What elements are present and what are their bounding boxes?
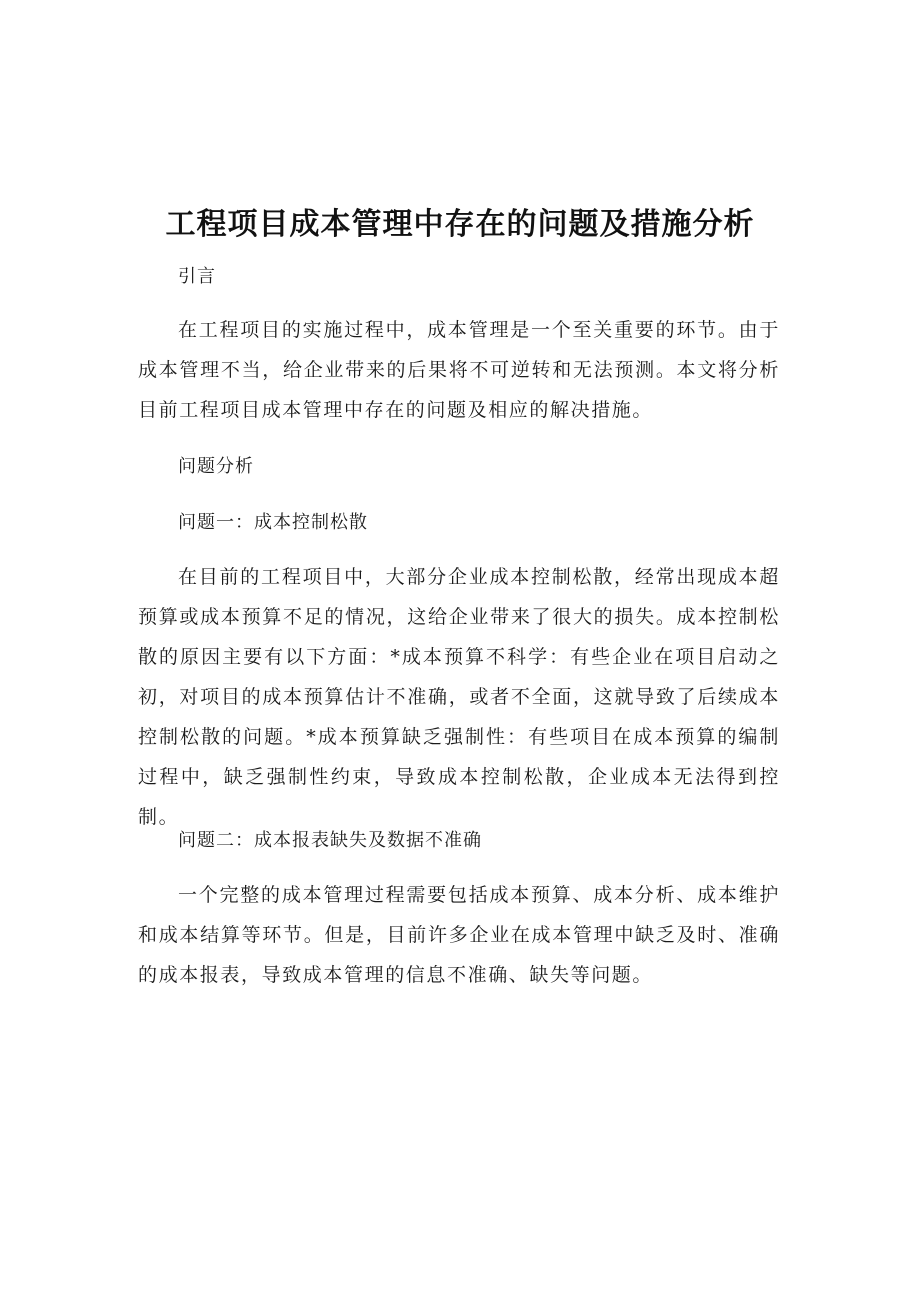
document-title: 工程项目成本管理中存在的问题及措施分析 bbox=[165, 207, 755, 242]
intro-paragraph: 在工程项目的实施过程中，成本管理是一个至关重要的环节。由于成本管理不当，给企业带来的后果将不可逆转和无法预测。本文将分析目前工程项目成本管理中存在的问题及相应的解决措施。 bbox=[138, 319, 780, 421]
problem1-heading: 问题一：成本控制松散 bbox=[178, 512, 368, 533]
problem2-paragraph: 一个完整的成本管理过程需要包括成本预算、成本分析、成本维护和成本结算等环节。但是，目前许多企业在成本管理中缺乏及时、准确的成本报表，导致成本管理的信息不准确、缺失等问题。 bbox=[138, 884, 780, 986]
problem2-heading: 问题二：成本报表缺失及数据不准确 bbox=[178, 830, 482, 851]
problem1-paragraph: 在目前的工程项目中，大部分企业成本控制松散，经常出现成本超预算或成本预算不足的情况，这给企业带来了很大的损失。成本控制松散的原因主要有以下方面：*成本预算不科学：有些企业在项目启动之初，对项目的成本预算估计不准确，或者不全面，这就导致了后续成本控制松散的问题。*成本预算缺乏强制性：有些项目在成本预算的编制过程中，缺乏强制性约束，导致成本控制松散，企业成本无法得到控制。 bbox=[138, 566, 780, 828]
analysis-heading: 问题分析 bbox=[178, 456, 254, 477]
intro-heading: 引言 bbox=[178, 266, 216, 287]
